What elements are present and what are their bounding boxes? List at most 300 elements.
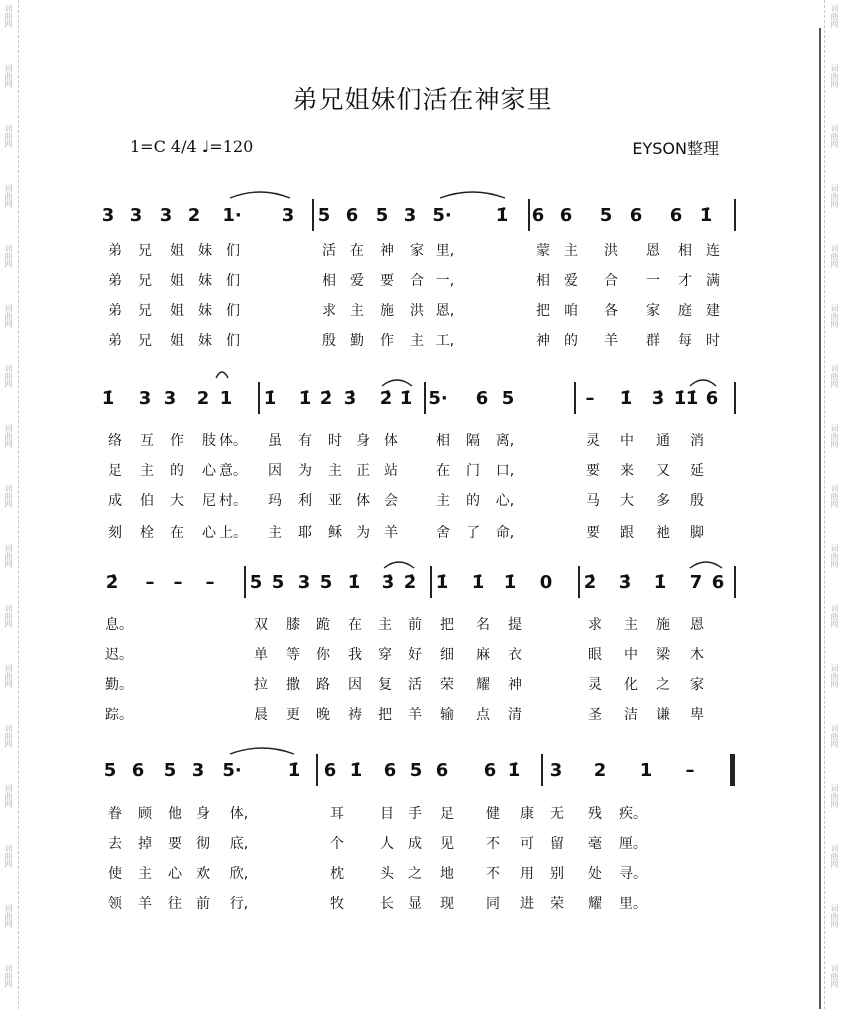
lyric-syllable: 神 <box>380 243 394 259</box>
lyric-syllable: 身 <box>356 433 370 449</box>
note: 5· <box>428 388 448 409</box>
lyric-line <box>0 270 845 290</box>
lyric-syllable: 门 <box>466 463 480 479</box>
lyric-syllable: 因 <box>268 463 282 479</box>
lyric-syllable: 好 <box>408 647 422 663</box>
lyric-line <box>0 704 845 724</box>
note: 2 <box>593 760 607 781</box>
note: 3̇ <box>381 572 395 593</box>
watermark-text: 词曲网 <box>4 184 13 208</box>
lyric-line <box>0 240 845 260</box>
bar-line <box>734 382 736 414</box>
lyric-syllable: 殷 <box>322 333 336 349</box>
lyric-syllable: 荣 <box>440 677 454 693</box>
lyric-syllable: 迟。 <box>105 647 133 663</box>
lyric-syllable: 通 <box>656 433 670 449</box>
note: 5 <box>501 388 515 409</box>
lyric-syllable: 你 <box>316 647 330 663</box>
note: 1̇ <box>347 572 361 593</box>
lyric-syllable: 一, <box>435 273 455 289</box>
lyric-syllable: 输 <box>440 707 454 723</box>
note: 6 <box>383 760 397 781</box>
lyric-syllable: 去 <box>108 836 122 852</box>
lyric-syllable: 爱 <box>350 273 364 289</box>
lyric-syllable: 活 <box>322 243 336 259</box>
lyric-syllable: 眷 <box>108 806 122 822</box>
lyric-syllable: 在 <box>436 463 450 479</box>
lyric-syllable: 活 <box>408 677 422 693</box>
lyric-syllable: 相 <box>436 433 450 449</box>
lyric-syllable: 时 <box>706 333 720 349</box>
lyric-syllable: 不 <box>486 836 500 852</box>
lyric-syllable: 他 <box>168 806 182 822</box>
lyric-syllable: 穿 <box>378 647 392 663</box>
watermark-text: 词曲网 <box>4 244 13 268</box>
lyric-syllable: 姐 <box>170 243 184 259</box>
watermark-text: 词曲网 <box>830 484 839 508</box>
notation-row <box>0 378 845 418</box>
lyric-syllable: 寻。 <box>619 866 647 882</box>
watermark-text: 词曲网 <box>4 724 13 748</box>
lyric-syllable: 要 <box>586 525 600 541</box>
watermark-text: 词曲网 <box>830 124 839 148</box>
lyric-syllable: 合 <box>410 273 424 289</box>
lyric-syllable: 路 <box>316 677 330 693</box>
lyric-syllable: 主 <box>268 525 282 541</box>
lyric-syllable: 领 <box>108 896 122 912</box>
lyric-syllable: 耳 <box>330 806 344 822</box>
lyric-syllable: 里, <box>435 243 455 259</box>
lyric-syllable: 前 <box>196 896 210 912</box>
lyric-syllable: 灵 <box>586 433 600 449</box>
lyric-syllable: 们 <box>226 333 240 349</box>
lyric-syllable: 祂 <box>656 525 670 541</box>
lyric-syllable: 虽 <box>268 433 282 449</box>
lyric-syllable: 家 <box>646 303 660 319</box>
lyric-syllable: 羊 <box>604 333 618 349</box>
lyric-syllable: 正 <box>356 463 370 479</box>
lyric-syllable: 妹 <box>198 333 212 349</box>
lyric-syllable: 肢 <box>202 433 216 449</box>
note: 5· <box>432 205 452 226</box>
lyric-syllable: 脚 <box>690 525 704 541</box>
note: 2̇ <box>403 572 417 593</box>
note: – <box>685 760 695 781</box>
note: 1· <box>222 205 242 226</box>
lyric-line <box>0 430 845 450</box>
lyric-syllable: 现 <box>440 896 454 912</box>
lyric-syllable: 之 <box>408 866 422 882</box>
note: 3 <box>403 205 417 226</box>
lyric-syllable: 洁 <box>624 707 638 723</box>
lyric-syllable: 主 <box>564 243 578 259</box>
watermark-text: 词曲网 <box>4 544 13 568</box>
lyric-syllable: 在 <box>348 617 362 633</box>
lyric-syllable: 恩 <box>646 243 660 259</box>
note: 1̇ <box>101 388 115 409</box>
lyric-syllable: 体。 <box>219 433 247 449</box>
lyric-syllable: 了 <box>466 525 480 541</box>
lyric-syllable: 等 <box>286 647 300 663</box>
note: 1̇ <box>673 388 687 409</box>
lyric-syllable: 隔 <box>466 433 480 449</box>
lyric-syllable: 衣 <box>508 647 522 663</box>
note: 1̇ <box>495 205 509 226</box>
lyric-syllable: 头 <box>380 866 394 882</box>
lyric-syllable: 目 <box>380 806 394 822</box>
lyric-syllable: 刻 <box>108 525 122 541</box>
lyric-syllable: 要 <box>168 836 182 852</box>
lyric-syllable: 人 <box>380 836 394 852</box>
note: 5 <box>103 760 117 781</box>
lyric-syllable: 满 <box>706 273 720 289</box>
lyric-syllable: 之 <box>656 677 670 693</box>
note: 6 <box>323 760 337 781</box>
note: 5 <box>375 205 389 226</box>
lyric-syllable: 里。 <box>619 896 647 912</box>
note: 3 <box>138 388 152 409</box>
note: 6 <box>475 388 489 409</box>
lyric-syllable: 同 <box>486 896 500 912</box>
note: 1̇ <box>699 205 713 226</box>
note: 2 <box>196 388 210 409</box>
lyric-syllable: 作 <box>380 333 394 349</box>
watermark-text: 词曲网 <box>4 424 13 448</box>
note: 3 <box>281 205 295 226</box>
watermark-text: 词曲网 <box>830 424 839 448</box>
lyric-syllable: 求 <box>588 617 602 633</box>
lyric-syllable: 别 <box>550 866 564 882</box>
note: 1̇ <box>503 572 517 593</box>
lyric-syllable: 洪 <box>410 303 424 319</box>
lyric-syllable: 见 <box>440 836 454 852</box>
watermark-text: 词曲网 <box>4 664 13 688</box>
lyric-syllable: 口, <box>495 463 515 479</box>
lyric-syllable: 伯 <box>140 493 154 509</box>
lyric-syllable: 体, <box>229 806 249 822</box>
lyric-syllable: 身 <box>196 806 210 822</box>
bar-line <box>316 754 318 786</box>
lyric-syllable: 耀 <box>588 896 602 912</box>
lyric-syllable: 弟 <box>108 273 122 289</box>
watermark-text: 词曲网 <box>830 184 839 208</box>
lyric-syllable: 每 <box>678 333 692 349</box>
watermark-text: 词曲网 <box>830 664 839 688</box>
lyric-syllable: 地 <box>440 866 454 882</box>
lyric-syllable: 羊 <box>408 707 422 723</box>
arranger-credit: EYSON整理 <box>632 139 719 158</box>
lyric-syllable: 意。 <box>219 463 247 479</box>
page-border-line <box>819 28 821 1009</box>
note: 6 <box>531 205 545 226</box>
note: 1̇ <box>507 760 521 781</box>
lyric-syllable: 求 <box>322 303 336 319</box>
lyric-syllable: 卑 <box>690 707 704 723</box>
note: 2̇ <box>105 572 119 593</box>
lyric-syllable: 祷 <box>348 707 362 723</box>
watermark-text: 词曲网 <box>830 904 839 928</box>
watermark-text: 词曲网 <box>4 304 13 328</box>
lyric-syllable: 群 <box>646 333 660 349</box>
note: 3 <box>159 205 173 226</box>
lyric-syllable: 长 <box>380 896 394 912</box>
lyric-syllable: 相 <box>678 243 692 259</box>
bar-line <box>574 382 576 414</box>
lyric-syllable: 木 <box>690 647 704 663</box>
lyric-syllable: 连 <box>706 243 720 259</box>
lyric-syllable: 成 <box>108 493 122 509</box>
lyric-syllable: 康 <box>520 806 534 822</box>
lyric-syllable: 主 <box>140 463 154 479</box>
note: 5 <box>319 572 333 593</box>
lyric-syllable: 马 <box>586 493 600 509</box>
watermark-text: 词曲网 <box>4 604 13 628</box>
lyric-syllable: 圣 <box>588 707 602 723</box>
lyric-syllable: 跪 <box>316 617 330 633</box>
watermark-text: 词曲网 <box>4 964 13 988</box>
note: 5 <box>271 572 285 593</box>
lyric-syllable: 顾 <box>138 806 152 822</box>
lyric-syllable: 们 <box>226 273 240 289</box>
lyric-syllable: 才 <box>678 273 692 289</box>
lyric-syllable: 晚 <box>316 707 330 723</box>
lyric-syllable: 们 <box>226 243 240 259</box>
lyric-syllable: 掉 <box>138 836 152 852</box>
lyric-syllable: 来 <box>620 463 634 479</box>
lyric-line <box>0 644 845 664</box>
lyric-syllable: 体 <box>384 433 398 449</box>
watermark-text: 词曲网 <box>830 724 839 748</box>
lyric-line <box>0 300 845 320</box>
lyric-syllable: 健 <box>486 806 500 822</box>
lyric-syllable: 洪 <box>604 243 618 259</box>
lyric-syllable: 底, <box>229 836 249 852</box>
lyric-syllable: 一 <box>646 273 660 289</box>
lyric-syllable: 梁 <box>656 647 670 663</box>
watermark-text: 词曲网 <box>4 364 13 388</box>
lyric-syllable: 把 <box>378 707 392 723</box>
lyric-syllable: 细 <box>440 647 454 663</box>
lyric-syllable: 心 <box>202 525 216 541</box>
lyric-syllable: 眼 <box>588 647 602 663</box>
lyric-syllable: 兄 <box>138 273 152 289</box>
lyric-syllable: 疾。 <box>619 806 647 822</box>
lyric-syllable: 往 <box>168 896 182 912</box>
note: 1̇ <box>298 388 312 409</box>
watermark-text: 词曲网 <box>830 544 839 568</box>
notation-row <box>0 562 845 602</box>
lyric-syllable: 羊 <box>384 525 398 541</box>
lyric-syllable: 把 <box>536 303 550 319</box>
lyric-syllable: 舍 <box>436 525 450 541</box>
watermark-text: 词曲网 <box>830 244 839 268</box>
lyric-syllable: 进 <box>520 896 534 912</box>
lyric-syllable: 可 <box>520 836 534 852</box>
lyric-syllable: 命, <box>495 525 515 541</box>
lyric-syllable: 耀 <box>476 677 490 693</box>
lyric-syllable: 爱 <box>564 273 578 289</box>
lyric-syllable: 把 <box>440 617 454 633</box>
lyric-syllable: 恩 <box>690 617 704 633</box>
lyric-syllable: 主 <box>328 463 342 479</box>
lyric-syllable: 姐 <box>170 303 184 319</box>
note: 7 <box>689 572 703 593</box>
lyric-syllable: 主 <box>410 333 424 349</box>
lyric-syllable: 妹 <box>198 273 212 289</box>
bar-line <box>734 199 736 231</box>
lyric-syllable: 心, <box>495 493 515 509</box>
lyric-syllable: 主 <box>138 866 152 882</box>
bar-line <box>528 199 530 231</box>
note: 1̇ <box>619 388 633 409</box>
lyric-syllable: 大 <box>170 493 184 509</box>
lyric-syllable: 离, <box>495 433 515 449</box>
note: 6 <box>435 760 449 781</box>
lyric-syllable: 稣 <box>328 525 342 541</box>
lyric-syllable: 玛 <box>268 493 282 509</box>
bar-line <box>541 754 543 786</box>
lyric-syllable: 主 <box>436 493 450 509</box>
lyric-syllable: 麻 <box>476 647 490 663</box>
note: 1 <box>639 760 653 781</box>
lyric-syllable: 晨 <box>254 707 268 723</box>
lyric-syllable: 荣 <box>550 896 564 912</box>
lyric-syllable: 消 <box>690 433 704 449</box>
lyric-syllable: 建 <box>706 303 720 319</box>
watermark-text: 词曲网 <box>4 4 13 28</box>
lyric-syllable: 单 <box>254 647 268 663</box>
lyric-line <box>0 490 845 510</box>
note: 5 <box>317 205 331 226</box>
lyric-syllable: 个 <box>330 836 344 852</box>
lyric-syllable: 中 <box>620 433 634 449</box>
lyric-syllable: 心 <box>168 866 182 882</box>
lyric-syllable: 弟 <box>108 303 122 319</box>
note: 5 <box>163 760 177 781</box>
lyric-syllable: 拉 <box>254 677 268 693</box>
lyric-line <box>0 522 845 542</box>
lyric-syllable: 神 <box>536 333 550 349</box>
watermark-text: 词曲网 <box>830 604 839 628</box>
lyric-syllable: 主 <box>624 617 638 633</box>
lyric-line <box>0 614 845 634</box>
note: 2̇ <box>583 572 597 593</box>
lyric-syllable: 行, <box>229 896 249 912</box>
lyric-syllable: 无 <box>550 806 564 822</box>
note: 3 <box>129 205 143 226</box>
lyric-syllable: 谦 <box>656 707 670 723</box>
lyric-syllable: 要 <box>586 463 600 479</box>
lyric-syllable: 枕 <box>330 866 344 882</box>
lyric-syllable: 体 <box>356 493 370 509</box>
lyric-syllable: 蒙 <box>536 243 550 259</box>
note: 3 <box>163 388 177 409</box>
note: 3 <box>549 760 563 781</box>
note: 6 <box>131 760 145 781</box>
note: 6 <box>711 572 725 593</box>
lyric-syllable: 欣, <box>229 866 249 882</box>
note: 3̇ <box>651 388 665 409</box>
lyric-syllable: 庭 <box>678 303 692 319</box>
lyric-syllable: 互 <box>140 433 154 449</box>
lyric-syllable: 主 <box>350 303 364 319</box>
lyric-syllable: 中 <box>624 647 638 663</box>
lyric-syllable: 灵 <box>588 677 602 693</box>
lyric-syllable: 兄 <box>138 303 152 319</box>
lyric-line <box>0 803 845 823</box>
lyric-syllable: 延 <box>690 463 704 479</box>
lyric-syllable: 大 <box>620 493 634 509</box>
watermark-text: 词曲网 <box>4 844 13 868</box>
lyric-syllable: 栓 <box>140 525 154 541</box>
lyric-syllable: 因 <box>348 677 362 693</box>
lyric-syllable: 利 <box>298 493 312 509</box>
note: 6 <box>483 760 497 781</box>
note: 1̇ <box>349 760 363 781</box>
lyric-syllable: 跟 <box>620 525 634 541</box>
notation-row <box>0 195 845 235</box>
lyric-syllable: 相 <box>322 273 336 289</box>
note: 1̇ <box>399 388 413 409</box>
note: 5 <box>599 205 613 226</box>
watermark-text: 词曲网 <box>4 904 13 928</box>
lyric-syllable: 姐 <box>170 273 184 289</box>
lyric-syllable: 前 <box>408 617 422 633</box>
note: 0 <box>539 572 553 593</box>
lyric-syllable: 相 <box>536 273 550 289</box>
lyric-syllable: 牧 <box>330 896 344 912</box>
lyric-syllable: 尼 <box>202 493 216 509</box>
lyric-syllable: 踪。 <box>105 707 133 723</box>
lyric-syllable: 工, <box>435 333 455 349</box>
bar-line <box>258 382 260 414</box>
lyric-syllable: 足 <box>440 806 454 822</box>
note: 5· <box>222 760 242 781</box>
note: 1̇ <box>471 572 485 593</box>
lyric-syllable: 撒 <box>286 677 300 693</box>
note: – <box>145 572 155 593</box>
lyric-syllable: 村。 <box>219 493 247 509</box>
lyric-syllable: 勤 <box>350 333 364 349</box>
watermark-text: 词曲网 <box>4 784 13 808</box>
lyric-syllable: 神 <box>508 677 522 693</box>
note: 2̇ <box>379 388 393 409</box>
note: 2̇ <box>319 388 333 409</box>
lyric-syllable: 咱 <box>564 303 578 319</box>
lyric-syllable: 时 <box>328 433 342 449</box>
lyric-syllable: 上。 <box>219 525 247 541</box>
lyric-syllable: 的 <box>564 333 578 349</box>
lyric-syllable: 各 <box>604 303 618 319</box>
lyric-syllable: 息。 <box>105 617 133 633</box>
lyric-syllable: 膝 <box>286 617 300 633</box>
note: 6 <box>669 205 683 226</box>
lyric-syllable: 施 <box>380 303 394 319</box>
lyric-syllable: 心 <box>202 463 216 479</box>
lyric-syllable: 兄 <box>138 243 152 259</box>
lyric-syllable: 在 <box>350 243 364 259</box>
lyric-syllable: 足 <box>108 463 122 479</box>
lyric-syllable: 要 <box>380 273 394 289</box>
lyric-syllable: 的 <box>466 493 480 509</box>
lyric-syllable: 留 <box>550 836 564 852</box>
lyric-syllable: 合 <box>604 273 618 289</box>
lyric-syllable: 在 <box>170 525 184 541</box>
lyric-line <box>0 330 845 350</box>
note: – <box>585 388 595 409</box>
lyric-syllable: 复 <box>378 677 392 693</box>
watermark-text: 词曲网 <box>830 964 839 988</box>
